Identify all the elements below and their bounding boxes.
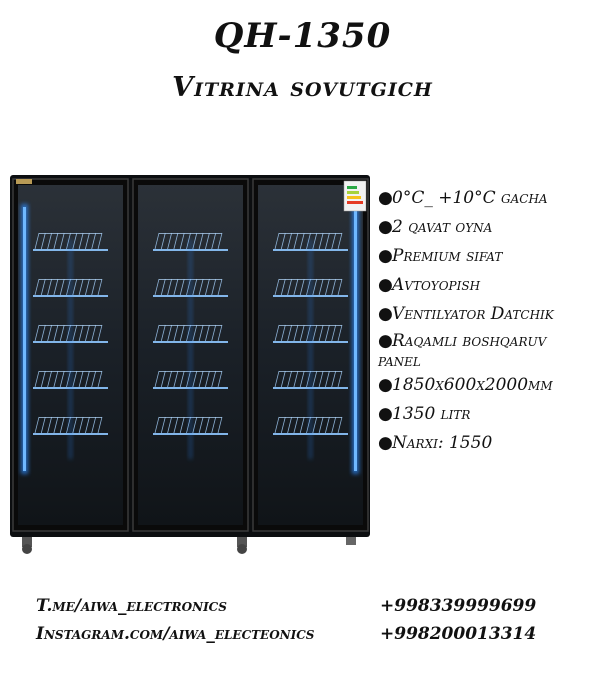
- bullet-icon: ●: [378, 304, 393, 324]
- caster-wheel-center: [237, 537, 247, 554]
- feature-item: ●Premium sifat: [378, 242, 603, 271]
- feature-list: [378, 184, 603, 458]
- bullet-icon: ●: [378, 331, 393, 351]
- bullet-icon: ●: [378, 275, 393, 295]
- bullet-icon: ●: [378, 404, 393, 424]
- bullet-icon: ●: [378, 246, 393, 266]
- brand-badge: [16, 179, 32, 184]
- product-model-title: QH-1350: [213, 16, 392, 56]
- fridge-door: [253, 179, 368, 531]
- instagram-link[interactable]: Instagram.com/aiwa_electeonics: [36, 624, 315, 644]
- feature-item: ●Ventilyator Datchik: [378, 300, 603, 329]
- bullet-icon: ●: [378, 433, 393, 453]
- caster-wheel-left: [22, 537, 32, 554]
- caster-wheel-right: [346, 537, 356, 545]
- feature-item-continuation: panel: [378, 351, 421, 371]
- feature-item: ●0°C_ +10°C gacha: [378, 184, 603, 213]
- fridge-door: [13, 179, 128, 531]
- feature-item: ●1350 litr: [378, 400, 603, 429]
- energy-label-sticker: [344, 181, 366, 211]
- fridge-door: [133, 179, 248, 531]
- telegram-link[interactable]: T.me/aiwa_electronics: [36, 596, 227, 616]
- feature-item: ●1850x600x2000mm: [378, 371, 603, 400]
- feature-item: ●Raqamli boshqaruv panel: [378, 331, 603, 371]
- feature-item: ●Avtoyopish: [378, 271, 603, 300]
- bullet-icon: ●: [378, 217, 393, 237]
- phone-number-2[interactable]: +998200013314: [380, 624, 537, 644]
- feature-item: ●Narxi: 1550: [378, 429, 603, 458]
- bullet-icon: ●: [378, 375, 393, 395]
- fridge-image: [8, 165, 378, 560]
- bullet-icon: ●: [378, 188, 393, 208]
- product-subtitle: Vitrina sovutgich: [172, 72, 433, 103]
- feature-item: ●2 qavat oyna: [378, 213, 603, 242]
- phone-number-1[interactable]: +998339999699: [380, 596, 537, 616]
